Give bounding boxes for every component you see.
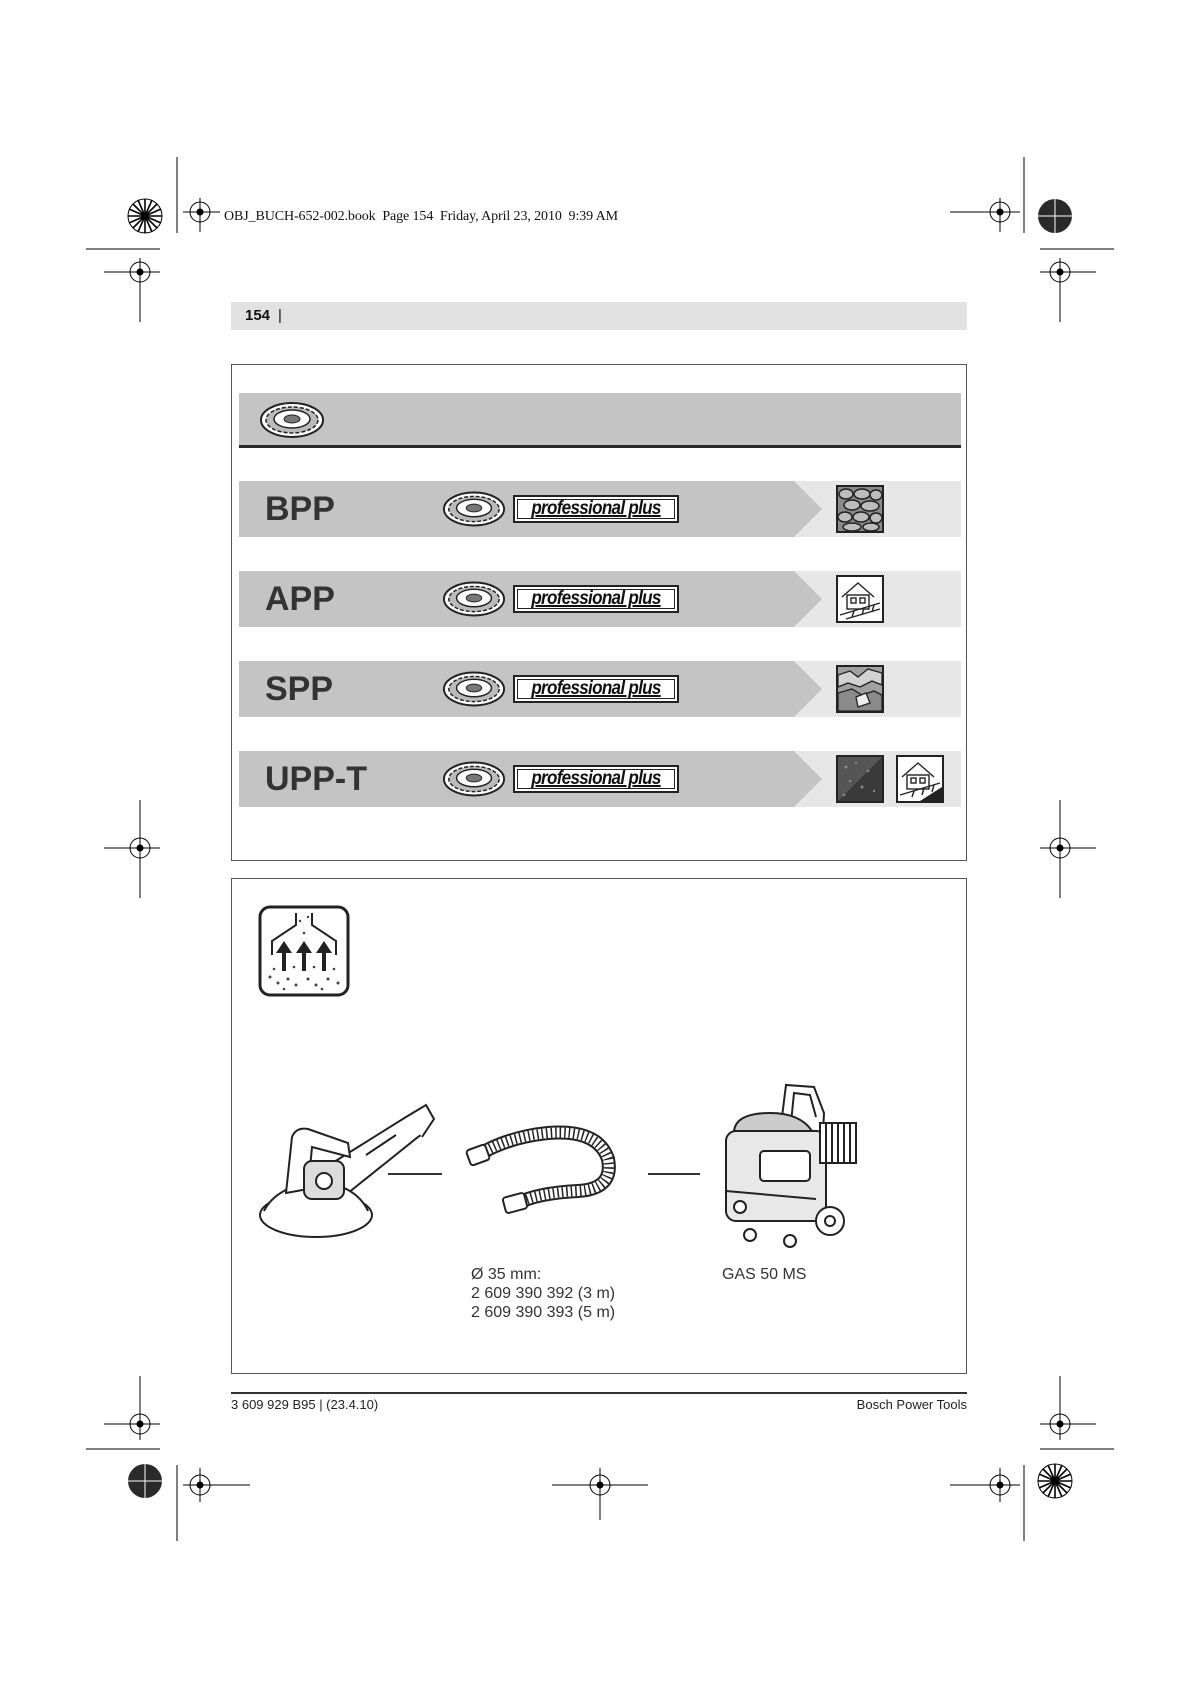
connector-line bbox=[648, 1173, 700, 1175]
connector-line bbox=[388, 1173, 442, 1175]
hose-part-3m: 2 609 390 392 (3 m) bbox=[471, 1285, 616, 1302]
cup-wheel-icon bbox=[259, 401, 325, 439]
hose-part-5m: 2 609 390 393 (5 m) bbox=[471, 1304, 616, 1321]
dust-extractor-illustration bbox=[720, 1083, 860, 1253]
dust-extraction-panel bbox=[231, 878, 967, 1374]
product-code: UPP-T bbox=[265, 760, 367, 798]
cup-wheel-icon bbox=[442, 580, 506, 618]
page-number-bar bbox=[231, 302, 967, 330]
house-plaster-icon bbox=[896, 755, 944, 803]
footer-doc-number: 3 609 929 B95 | (23.4.10) bbox=[231, 1397, 379, 1412]
product-panel bbox=[231, 364, 967, 861]
badge-text: professional plus bbox=[531, 768, 661, 789]
print-slug: OBJ_BUCH-652-002.book Page 154 Friday, April 23, 2010 9:39 AM bbox=[224, 209, 619, 224]
page-number-separator: | bbox=[278, 307, 282, 324]
house-plaster-icon bbox=[836, 575, 884, 623]
product-row-bpp bbox=[239, 481, 961, 537]
rock-surface-icon bbox=[836, 665, 884, 713]
row-arrow bbox=[794, 481, 824, 537]
row-arrow bbox=[794, 571, 824, 627]
professional-plus-badge bbox=[513, 585, 679, 613]
hose-diameter: Ø 35 mm: bbox=[471, 1266, 542, 1283]
product-code: SPP bbox=[265, 670, 334, 708]
cup-wheel-icon bbox=[442, 760, 506, 798]
product-row-upp-t bbox=[239, 751, 961, 807]
product-row-app bbox=[239, 571, 961, 627]
professional-plus-badge bbox=[513, 765, 679, 793]
row-arrow bbox=[794, 661, 824, 717]
product-code: BPP bbox=[265, 490, 335, 528]
extraction-hose-illustration bbox=[468, 1107, 618, 1217]
page-number: 154 bbox=[245, 307, 271, 324]
product-code: APP bbox=[265, 580, 335, 618]
footer-brand: Bosch Power Tools bbox=[856, 1397, 967, 1412]
product-row-spp bbox=[239, 661, 961, 717]
hose-label bbox=[471, 1265, 615, 1322]
professional-plus-badge bbox=[513, 495, 679, 523]
footer-rule bbox=[231, 1392, 967, 1394]
concrete-grinder-illustration bbox=[256, 1097, 436, 1247]
dust-extraction-icon bbox=[258, 905, 350, 997]
badge-text: professional plus bbox=[531, 498, 661, 519]
cup-wheel-icon bbox=[442, 670, 506, 708]
coating-surface-icon bbox=[836, 755, 884, 803]
masonry-wall-icon bbox=[836, 485, 884, 533]
product-header-bar bbox=[239, 393, 961, 448]
badge-text: professional plus bbox=[531, 588, 661, 609]
professional-plus-badge bbox=[513, 675, 679, 703]
badge-text: professional plus bbox=[531, 678, 661, 699]
extractor-model-label: GAS 50 MS bbox=[722, 1266, 807, 1283]
cup-wheel-icon bbox=[442, 490, 506, 528]
row-arrow bbox=[794, 751, 824, 807]
